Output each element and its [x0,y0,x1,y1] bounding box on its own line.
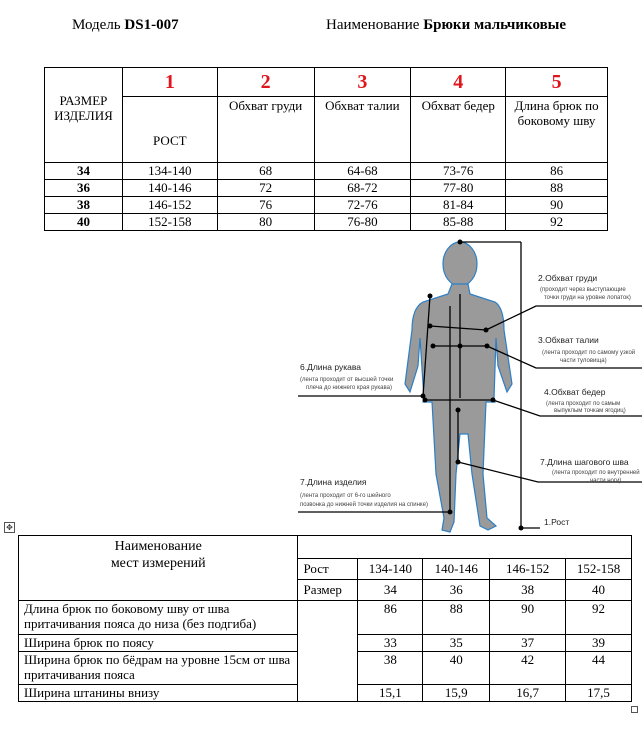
measure-place-label: Ширина брюк по бёдрам на уровне 15см от шва притачивания пояса [19,652,298,685]
boy-silhouette [405,242,512,532]
measure-name: Обхват груди [217,97,314,163]
table-cell: 73-76 [411,163,506,180]
measure-name: Обхват бедер [411,97,506,163]
sleeve-note: плеча до нижнего края рукава) [306,385,392,391]
waist-note: (лента проходит по самому узкой [542,350,636,356]
size-header-cell [45,68,123,163]
table-cell: 88 [423,601,490,635]
measure-place-label: Ширина брюк по поясу [19,635,298,652]
resize-handle-icon[interactable] [631,706,638,713]
table-cell: 40 [566,580,632,601]
model-code: DS1-007 [124,17,179,33]
model-label: Модель [72,17,121,33]
table-cell: 85-88 [411,214,506,231]
size-value: 38 [45,197,123,214]
table-cell: 44 [566,652,632,685]
table-cell: 140-146 [423,559,490,580]
table-row [45,163,608,180]
waist-title: 3.Обхват талии [538,335,599,345]
table-cell: 76-80 [314,214,411,231]
table-row [19,536,632,559]
table-cell: 36 [423,580,490,601]
size-table-measure-row [45,97,608,163]
measure-place-label: Длина брюк по боковому шву от шва притачивания пояса до низа (без подгиба) [19,601,298,635]
table-cell: 34 [358,580,423,601]
size-table [44,67,608,231]
table-cell: 38 [490,580,566,601]
measurement-figure [290,234,642,534]
measure-name: Обхват талии [314,97,411,163]
table-row [45,214,608,231]
length-title: 7.Длина изделия [300,477,367,487]
table-cell: 35 [423,635,490,652]
height-row-label: Рост [298,559,358,580]
table-row [45,180,608,197]
table-cell: 81-84 [411,197,506,214]
table-cell: 80 [217,214,314,231]
measure-place-header [19,536,298,601]
size-table-number-row [45,68,608,97]
inseam-note: (лента проходит по внутренней [552,470,640,476]
table-cell: 33 [358,635,423,652]
table-cell: 90 [490,601,566,635]
table-cell: 77-80 [411,180,506,197]
table-cell: 16,7 [490,685,566,702]
size-value: 40 [45,214,123,231]
measure-number: 3 [314,68,411,97]
inseam-title: 7.Длина шагового шва [540,457,629,467]
hips-title: 4.Обхват бедер [544,387,606,397]
size-header: РАЗМЕР ИЗДЕЛИЯ [54,93,113,123]
size-value: 34 [45,163,123,180]
measure-number: 2 [217,68,314,97]
measure-place-title-2: мест измерений [110,556,206,571]
model-line [72,17,179,34]
table-cell: 72-76 [314,197,411,214]
chest-note: точки груди на уровне лопаток) [544,295,631,301]
table-cell: 146-152 [122,197,217,214]
table-cell [298,536,632,559]
table-cell: 92 [506,214,608,231]
table-cell: 40 [423,652,490,685]
product-name-label: Наименование [326,17,420,33]
product-name-value: Брюки мальчиковые [423,17,567,33]
length-note: позвонка до нижней точки изделия на спинке) [300,502,428,508]
table-cell: 88 [506,180,608,197]
table-cell: 86 [506,163,608,180]
table-cell: 68-72 [314,180,411,197]
chest-note: (проходит через выступающие [540,287,626,293]
table-row [19,601,632,635]
table-cell: 134-140 [358,559,423,580]
table-cell: 37 [490,635,566,652]
move-handle-icon[interactable]: ✥ [4,522,15,533]
product-name-line [326,17,566,34]
chest-title: 2.Обхват груди [538,273,598,283]
measure-place-label: Ширина штанины внизу [19,685,298,702]
hips-note: (лента проходит по самым [546,401,621,407]
table-cell: 134-140 [122,163,217,180]
size-value: 36 [45,180,123,197]
table-cell [298,601,358,702]
table-cell: 76 [217,197,314,214]
table-cell: 39 [566,635,632,652]
height-title: 1.Рост [544,517,570,527]
sleeve-note: (лента проходит от высшей точки [300,377,394,383]
length-note: (лента проходит от 6-го шейного [300,493,391,499]
waist-note: части туловища) [560,358,607,364]
measure-name: РОСТ [122,97,217,163]
table-cell: 38 [358,652,423,685]
measure-number: 4 [411,68,506,97]
table-cell: 152-158 [122,214,217,231]
table-cell: 15,9 [423,685,490,702]
table-cell: 64-68 [314,163,411,180]
table-cell: 72 [217,180,314,197]
measure-number: 1 [122,68,217,97]
hips-note: выпуклым точкам ягодиц) [554,408,626,414]
sleeve-title: 6.Длина рукава [300,362,361,372]
table-cell: 86 [358,601,423,635]
measure-place-title-1: Наименование [114,539,202,554]
table-row [45,197,608,214]
table-cell: 15,1 [358,685,423,702]
table-cell: 42 [490,652,566,685]
table-cell: 90 [506,197,608,214]
table-cell: 92 [566,601,632,635]
measurements-table [18,535,632,702]
inseam-note: части ноги) [590,478,622,484]
table-cell: 146-152 [490,559,566,580]
measure-name: Длина брюк по боковому шву [506,97,608,163]
table-cell: 140-146 [122,180,217,197]
table-cell: 68 [217,163,314,180]
table-cell: 152-158 [566,559,632,580]
measure-number: 5 [506,68,608,97]
table-cell: 17,5 [566,685,632,702]
size-row-label: Размер [298,580,358,601]
